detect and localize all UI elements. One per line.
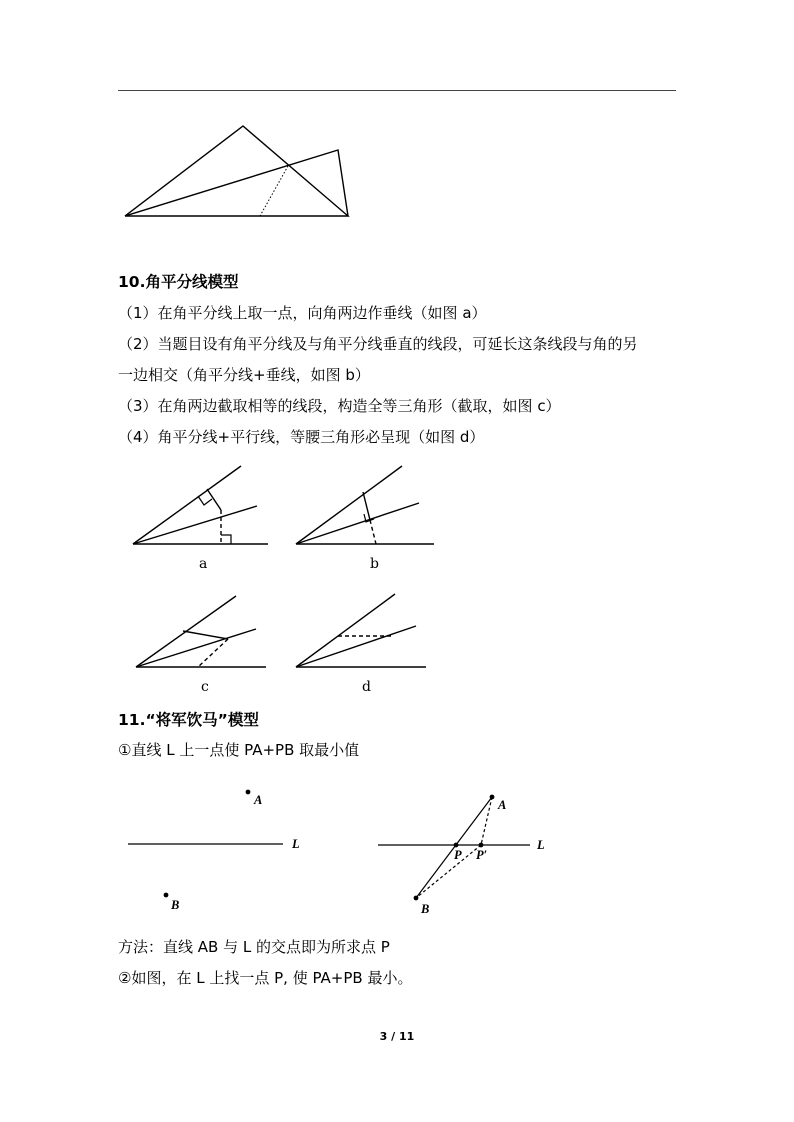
section-10-item-2-cont: 一边相交（角平分线+垂线，如图 b） [118, 366, 370, 384]
perpendicular-solid [207, 489, 221, 510]
point-P [454, 843, 459, 848]
figure-c [136, 596, 266, 667]
right-angle-mark-bottom [221, 535, 231, 544]
section-10-item-4: （4）角平分线+平行线，等腰三角形必呈现（如图 d） [118, 428, 485, 446]
section-11-sub-2: ②如图，在 L 上找一点 P, 使 PA+PB 最小。 [118, 969, 413, 987]
point-B [414, 896, 419, 901]
second-triangle [125, 150, 348, 216]
top-triangle-figure [125, 126, 348, 216]
caption-b: b [370, 556, 379, 572]
label-P-prime: P′ [476, 848, 488, 862]
section-10-title: 10.角平分线模型 [118, 273, 239, 291]
point-A [490, 795, 495, 800]
label-B-right: B [421, 902, 430, 916]
section-11-sub-1: ①直线 L 上一点使 PA+PB 取最小值 [118, 741, 360, 759]
label-L-left: L [292, 837, 300, 851]
label-P: P [454, 848, 462, 862]
figure-d [296, 594, 426, 667]
label-A-left: A [254, 793, 263, 807]
label-L-right: L [537, 838, 545, 852]
caption-c: c [201, 679, 209, 695]
page-number: 3 / 11 [379, 1030, 415, 1043]
figure-b [296, 466, 434, 544]
point-B [164, 893, 169, 898]
point-P-prime [479, 843, 484, 848]
label-B-left: B [171, 898, 180, 912]
section-10-item-3: （3）在角两边截取相等的线段，构造全等三角形（截取，如图 c） [118, 397, 561, 415]
caption-d: d [362, 679, 371, 695]
method-text: 方法：直线 AB 与 L 的交点即为所求点 P [118, 938, 390, 956]
triangle-outline [125, 126, 348, 216]
caption-a: a [199, 556, 208, 572]
segment-solid [183, 631, 228, 639]
point-A [246, 790, 251, 795]
figure-a [133, 466, 268, 544]
section-11-title: 11.“将军饮马”模型 [118, 711, 259, 729]
right-angle-mark-top [198, 496, 212, 505]
section-10-item-1: （1）在角平分线上取一点，向角两边作垂线（如图 a） [118, 304, 487, 322]
section-10-item-2: （2）当题目设有角平分线及与角平分线垂直的线段，可延长这条线段与角的另 [118, 335, 638, 353]
extension-dashed [370, 520, 376, 544]
label-A-right: A [498, 798, 507, 812]
dashed-Pp-B [416, 845, 481, 898]
